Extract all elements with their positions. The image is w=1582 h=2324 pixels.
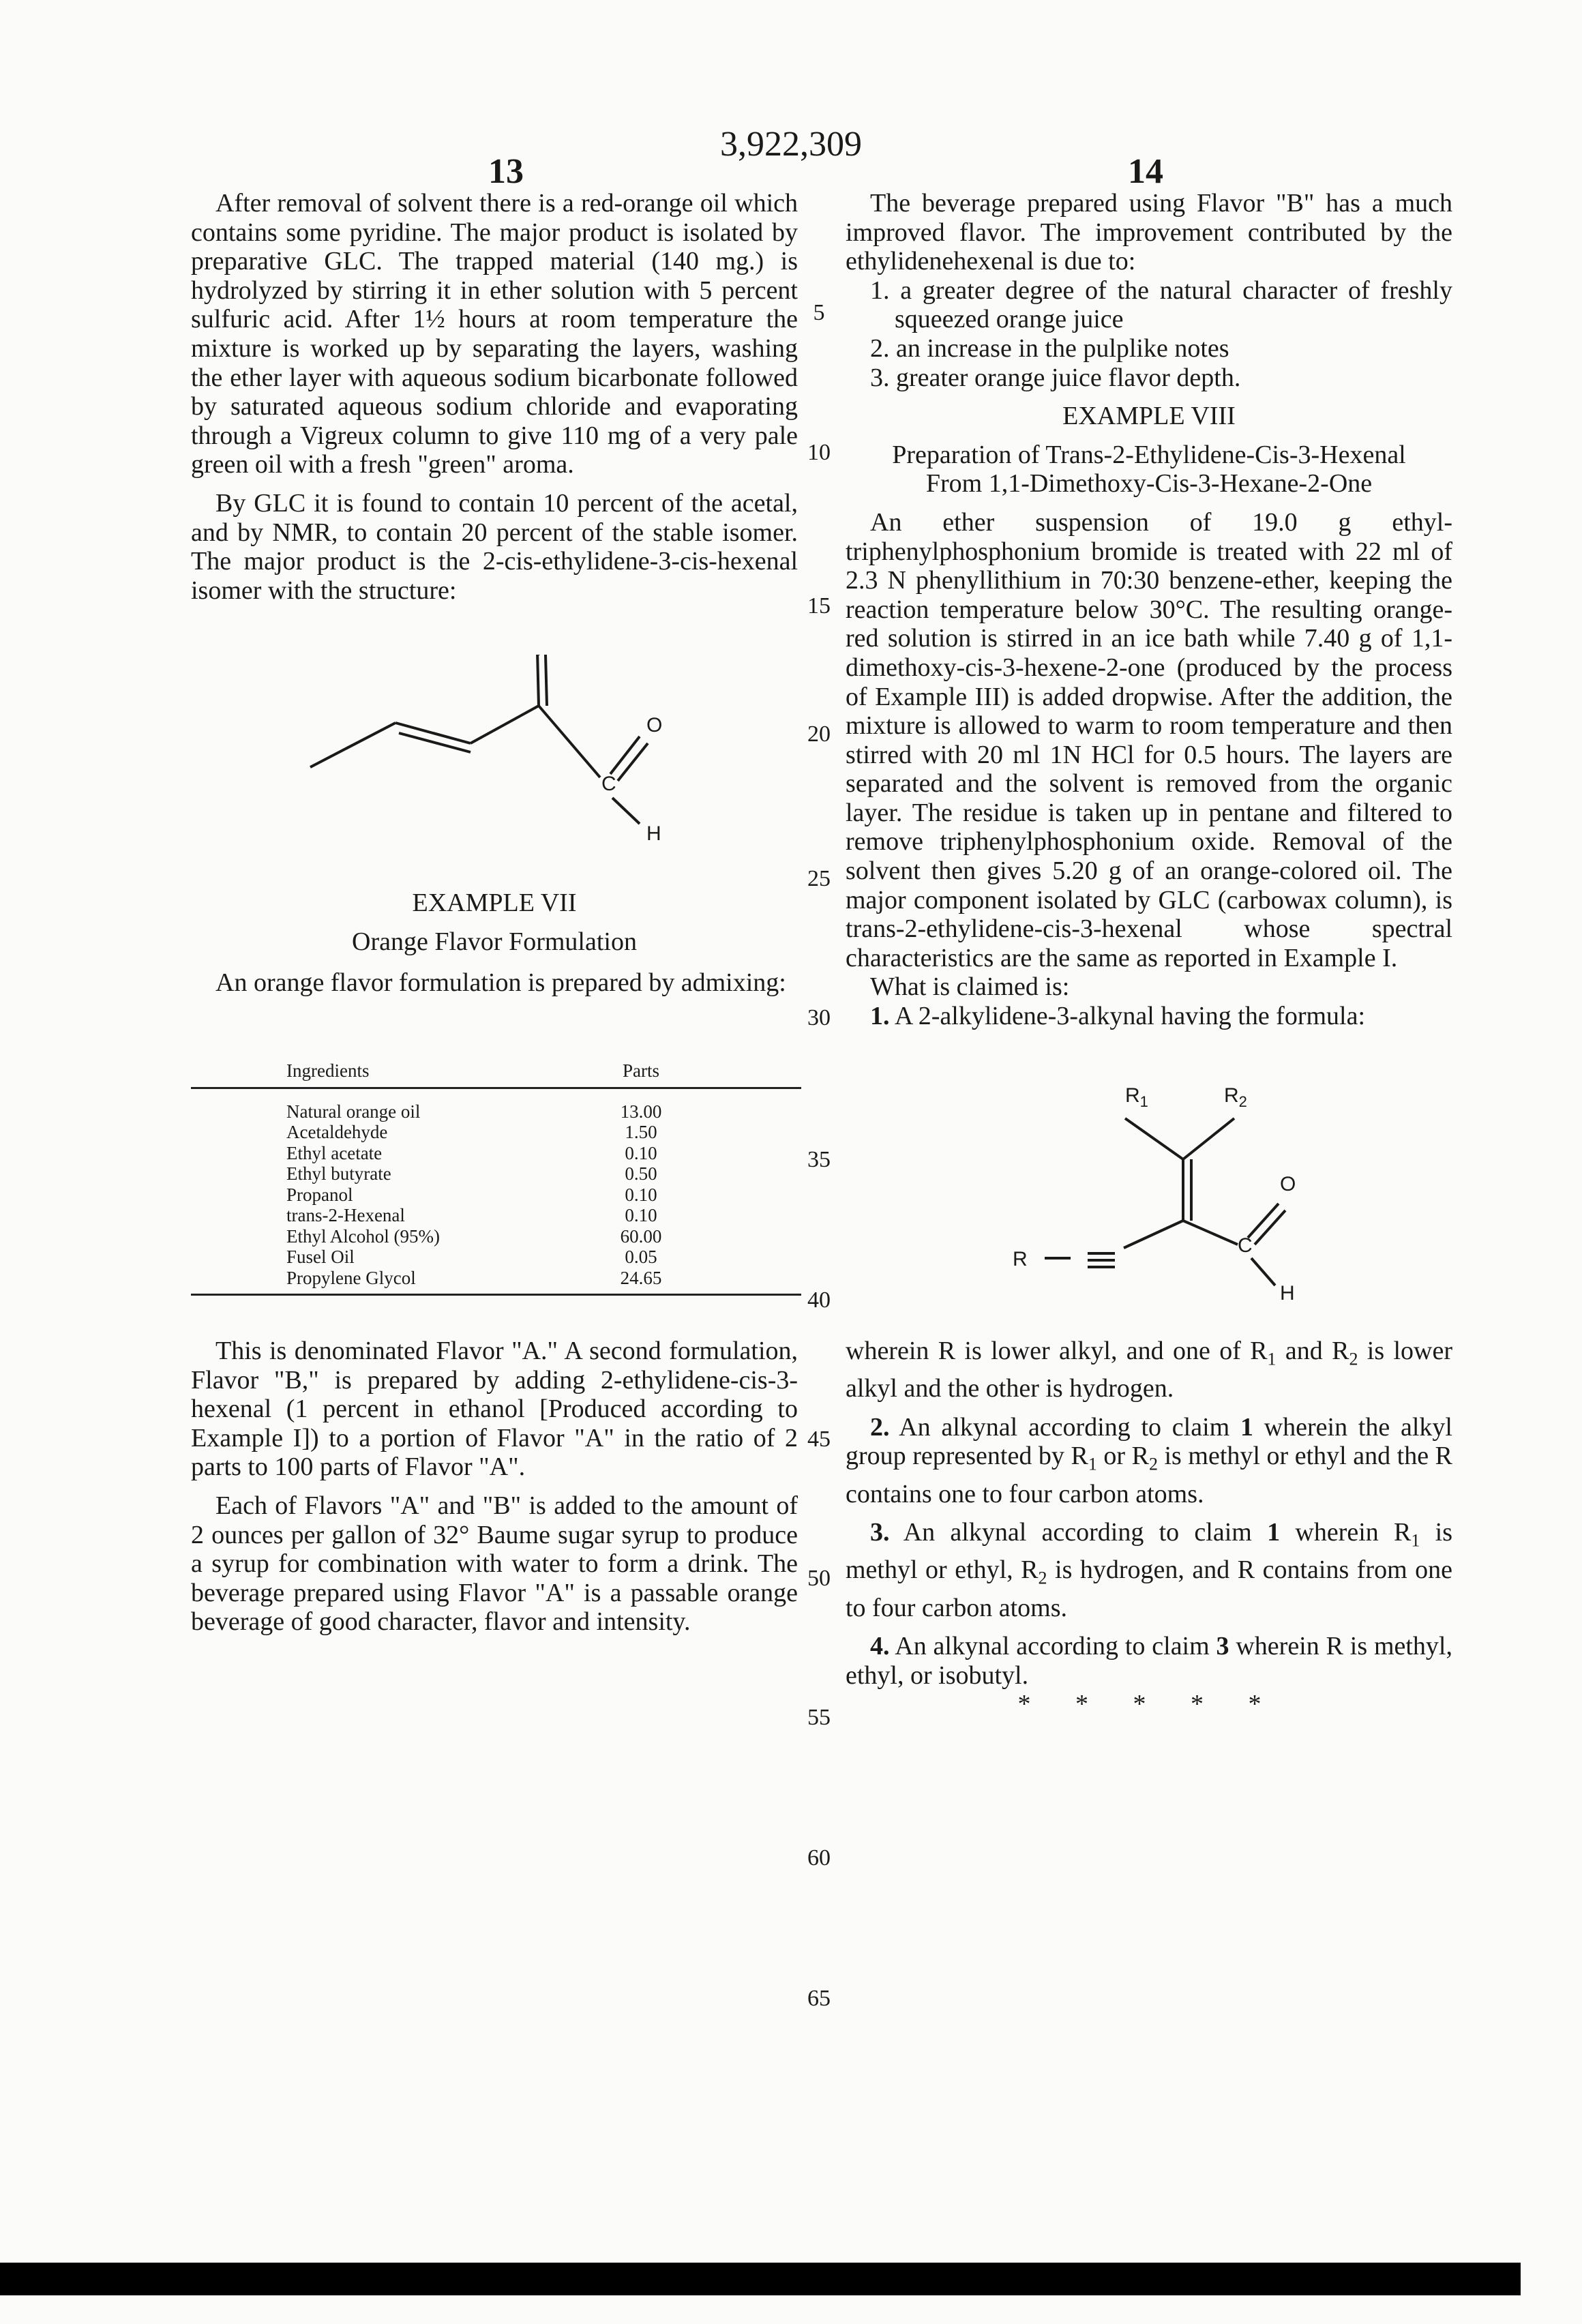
line-number: 15	[795, 593, 843, 619]
left-paragraph-4: This is denominated Flavor "A." A second formulation, Flavor "B," is prepared by adding 2-ethylidene-cis-3-hexenal (1 percent in ethanol [Produced according to Example I]) to a portion of Flavor "A" in the ratio of 2 parts to 100 parts of Flavor "A".	[191, 1337, 798, 1482]
table-row	[191, 1122, 801, 1143]
claim-3: 3. An alkynal according to claim 1 wherein R1 is methyl or ethyl, R2 is hydrogen, and R contains from one to four carbon atoms.	[846, 1518, 1452, 1622]
table-header-row	[191, 1060, 801, 1082]
table-cell-ingredient: Ethyl butyrate	[286, 1163, 573, 1185]
right-column-lower	[846, 1337, 1452, 1719]
structure1-carbon: C	[601, 773, 616, 796]
right-paragraph-1: The beverage prepared using Flavor "B" has a much improved flavor. The improvement contributed by the ethylidenehexenal is due to:	[846, 189, 1452, 276]
table-cell-ingredient: Natural orange oil	[286, 1101, 573, 1122]
example-7-heading	[191, 889, 798, 956]
patent-number: 3,922,309	[682, 124, 900, 164]
left-paragraph-2: By GLC it is found to contain 10 percent of the acetal, and by NMR, to contain 20 percent of the stable isomer. The major product is the 2-cis-ethylidene-3-cis-hexenal isomer with the structure:	[191, 489, 798, 605]
structure-ethylidene-hexenal	[300, 655, 682, 859]
formula-hydrogen: H	[1280, 1282, 1295, 1305]
table-row	[191, 1205, 801, 1226]
table-row	[191, 1101, 801, 1122]
line-number: 35	[795, 1147, 843, 1173]
right-paragraph-2: An ether suspension of 19.0 g ethyl-triphenylphosphonium bromide is treated with 22 ml of 2.3 N phenyllithium in 70:30 benzene-ether, keeping the reaction temperature below 30°C. The resulting orange-red solution is stirred in an ice bath while 7.40 g of 1,1-dimethoxy-cis-3-hexene-2-one (produced by the process of Example III) is added dropwise. After the addition, the mixture is allowed to warm to room temperature and then stirred with 20 ml 1N HCl for 0.5 hours. The layers are separated and the solvent is removed from the organic layer. The residue is taken up in pentane and filtered to remove triphenylphosphonium oxide. Removal of the solvent then gives 5.20 g of an orange-colored oil. The major component isolated by GLC (carbowax column), is trans-2-ethylidene-cis-3-hexenal whose spectral characteristics are the same as reported in Example I.	[846, 508, 1452, 973]
table-row	[191, 1226, 801, 1247]
table-header-parts: Parts	[573, 1060, 709, 1082]
table-cell-parts: 0.10	[573, 1205, 709, 1226]
left-paragraph-5: Each of Flavors "A" and "B" is added to the amount of 2 ounces per gallon of 32° Baume sugar syrup to produce a syrup for combination with water to form a drink. The beverage prepared using Flavor "A" is a passable orange beverage of good character, flavor and intensity.	[191, 1491, 798, 1637]
claim-4: 4. An alkynal according to claim 3 wherein R is methyl, ethyl, or isobutyl.	[846, 1632, 1452, 1690]
table-cell-parts: 60.00	[573, 1226, 709, 1247]
table-bottom-rule	[191, 1294, 801, 1296]
line-number: 30	[795, 1005, 843, 1031]
structure1-hydrogen: H	[646, 822, 661, 846]
right-column-upper	[846, 189, 1452, 1031]
claim-4-number: 4.	[870, 1632, 890, 1660]
table-row	[191, 1268, 801, 1289]
example-7-title: EXAMPLE VII	[191, 889, 798, 918]
structure1-oxygen: O	[646, 714, 662, 737]
formula-oxygen: O	[1280, 1173, 1296, 1196]
table-cell-ingredient: Fusel Oil	[286, 1247, 573, 1268]
right-page-number: 14	[1077, 151, 1214, 192]
example-8-title: EXAMPLE VIII	[846, 402, 1452, 431]
line-number: 50	[795, 1566, 843, 1592]
left-page-number: 13	[438, 151, 574, 192]
table-header-ingredients: Ingredients	[286, 1060, 573, 1082]
list-item: 1. a greater degree of the natural character of freshly squeezed orange juice	[846, 276, 1452, 334]
line-number: 5	[795, 300, 843, 326]
table-cell-ingredient: Ethyl acetate	[286, 1143, 573, 1164]
end-stars: * * * * *	[846, 1690, 1452, 1719]
wherein-clause: wherein R is lower alkyl, and one of R1 and R2 is lower alkyl and the other is hydrogen.	[846, 1337, 1452, 1403]
example-8-subtitle-2: From 1,1-Dimethoxy-Cis-3-Hexane-2-One	[846, 469, 1452, 498]
table-cell-ingredient: Acetaldehyde	[286, 1122, 573, 1143]
table-cell-parts: 13.00	[573, 1101, 709, 1122]
left-paragraph-1: After removal of solvent there is a red-orange oil which contains some pyridine. The major product is isolated by preparative GLC. The trapped material (140 mg.) is hydrolyzed by stirring it in ether solution with 5 percent sulfuric acid. After 1½ hours at room temperature the mixture is worked up by separating the layers, washing the ether layer with aqueous sodium bicarbonate followed by saturated aqueous sodium chloride and evaporating through a Vigreux column to give 110 mg of a very pale green oil with a fresh "green" aroma.	[191, 189, 798, 479]
table-cell-parts: 0.10	[573, 1185, 709, 1206]
table-cell-ingredient: Propylene Glycol	[286, 1268, 573, 1289]
line-number: 20	[795, 721, 843, 747]
table-cell-parts: 0.50	[573, 1163, 709, 1185]
claim-2-number: 2.	[870, 1413, 890, 1442]
scan-bottom-bar	[0, 2263, 1521, 2295]
table-row	[191, 1247, 801, 1268]
table-cell-ingredient: trans-2-Hexenal	[286, 1205, 573, 1226]
left-paragraph-3: An orange flavor formulation is prepared by admixing:	[191, 968, 798, 998]
formula-carbon: C	[1238, 1234, 1253, 1257]
left-column-admix	[191, 968, 798, 998]
table-row	[191, 1163, 801, 1185]
table-cell-parts: 24.65	[573, 1268, 709, 1289]
ingredients-table	[191, 1060, 801, 1296]
line-number: 25	[795, 866, 843, 892]
table-cell-ingredient: Ethyl Alcohol (95%)	[286, 1226, 573, 1247]
claim-1-number: 1.	[870, 1002, 890, 1030]
list-item: 3. greater orange juice flavor depth.	[846, 363, 1452, 393]
table-cell-ingredient: Propanol	[286, 1185, 573, 1206]
claims-intro: What is claimed is:	[846, 972, 1452, 1002]
list-item: 2. an increase in the pulplike notes	[846, 334, 1452, 363]
formula-r1: R1	[1125, 1084, 1148, 1111]
line-number: 60	[795, 1845, 843, 1871]
line-number: 40	[795, 1287, 843, 1313]
example-8-subtitle-1: Preparation of Trans-2-Ethylidene-Cis-3-Hexenal	[846, 441, 1452, 470]
table-body	[191, 1087, 801, 1294]
table-cell-parts: 1.50	[573, 1122, 709, 1143]
line-number: 45	[795, 1427, 843, 1452]
line-number: 10	[795, 440, 843, 466]
table-cell-parts: 0.05	[573, 1247, 709, 1268]
claim-1	[846, 1002, 1452, 1031]
line-number: 55	[795, 1705, 843, 1731]
left-column-lower	[191, 1337, 798, 1637]
claim-3-number: 3.	[870, 1518, 890, 1547]
formula-r2: R2	[1224, 1084, 1247, 1111]
claim-1-text: A 2-alkylidene-3-alkynal having the formula:	[895, 1002, 1365, 1030]
table-cell-parts: 0.10	[573, 1143, 709, 1164]
table-row	[191, 1143, 801, 1164]
line-number: 65	[795, 1986, 843, 2012]
claim-2: 2. An alkynal according to claim 1 wherein the alkyl group represented by R1 or R2 is methyl or ethyl and the R contains one to four carbon atoms.	[846, 1413, 1452, 1508]
table-row	[191, 1185, 801, 1206]
example-7-subtitle: Orange Flavor Formulation	[191, 927, 798, 957]
formula-r: R	[1013, 1248, 1028, 1271]
left-column-upper	[191, 189, 798, 605]
